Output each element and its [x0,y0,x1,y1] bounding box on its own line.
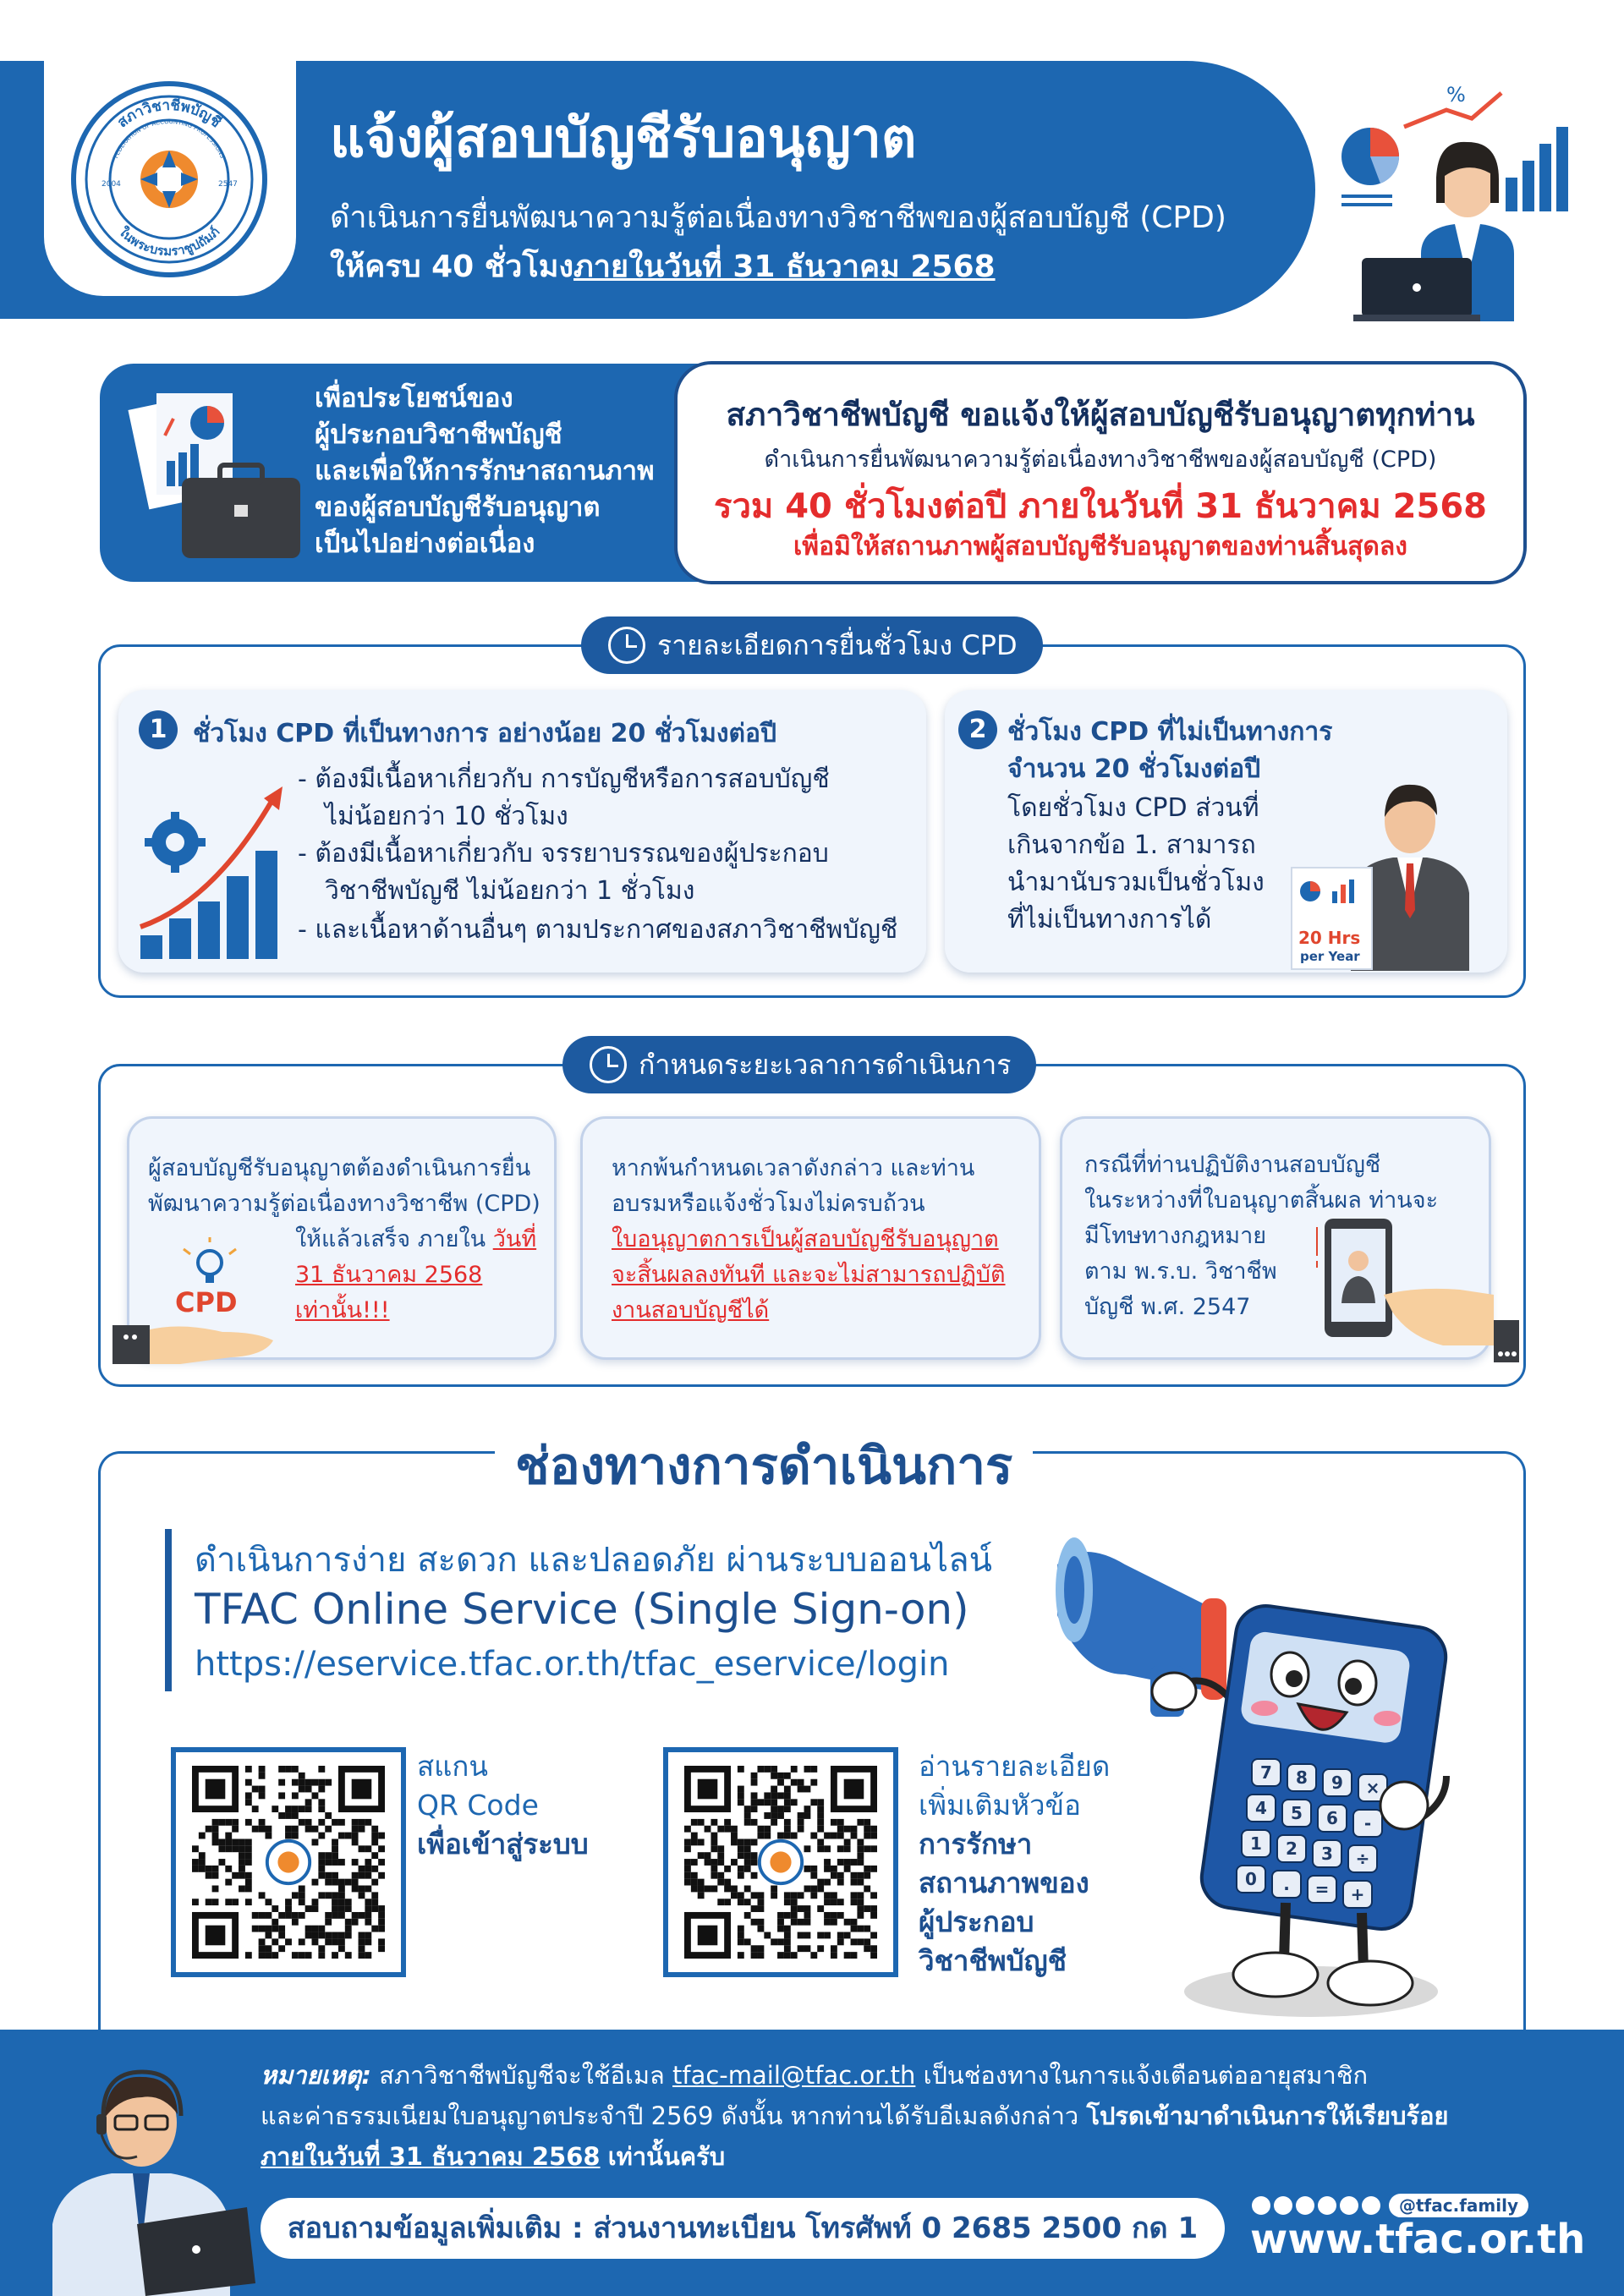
calculator-key-label: + [1350,1884,1365,1904]
timeline-card2-red-line: งานสอบบัญชีได้ [612,1297,770,1323]
timeline-card1-red: วันที่ [492,1226,537,1252]
logo-ring-text: FEDERATION OF ACCOUNTING PROFESSIONS [112,118,226,160]
logo-year-right: 2547 [218,180,238,189]
channel-line-1: ดำเนินการง่าย สะดวก และปลอดภัย ผ่านระบบออนไลน์ [195,1541,992,1580]
footer-note-label: หมายเหตุ: [261,2061,371,2090]
header-subtitle-2 [330,242,996,290]
cpd-informal-card [945,690,1507,973]
intro-left-line: เป็นไปอย่างต่อเนื่อง [315,529,535,559]
cpd-informal-body-line: นำมานับรวมเป็นชั่วโมง [1007,868,1265,897]
timeline-card2-text [612,1151,1006,1329]
channel-title: ช่องทางการดำเนินการ [495,1426,1033,1506]
cpd-hand-icon [112,1237,282,1364]
qr1-caption [417,1747,589,1864]
timeline-card1-line: พัฒนาความรู้ต่อเนื่องทางวิชาชีพ (CPD) [148,1191,540,1217]
footer-email-link[interactable]: tfac-mail@tfac.or.th [672,2061,916,2090]
calculator-key-label: 4 [1255,1798,1267,1818]
login-qr-code[interactable] [171,1747,406,1977]
cpd-formal-bullet: - ต้องมีเนื้อหาเกี่ยวกับ การบัญชีหรือการสอบบัญชี [298,764,830,794]
qr2-caption-line: เพิ่มเติมหัวข้อ [919,1789,1081,1822]
info-qr-code[interactable] [663,1747,898,1977]
svg-text:%: % [1446,83,1466,107]
cpd-informal-body-line: เกินจากข้อ 1. สามารถ [1007,830,1256,860]
calculator-megaphone-mascot [1049,1505,1489,2021]
cpd-details-pill [581,616,1043,674]
channel-service-name: TFAC Online Service (Single Sign-on) [195,1585,969,1634]
intro-left-line: และเพื่อให้การรักษาสถานภาพ [315,456,655,486]
badge-hrs: 20 Hrs [1298,928,1361,948]
cpd-formal-bullet: วิชาชีพบัญชี ไม่น้อยกว่า 1 ชั่วโมง [325,876,695,906]
card-number: 2 [958,710,997,749]
timeline-card1-prefix: ให้แล้วเสร็จ ภายใน [295,1226,486,1252]
cpd-formal-card [118,690,926,973]
timeline-label: กำหนดระยะเวลาการดำเนินการ [639,1049,1012,1081]
intro-notice-card [674,361,1527,584]
calculator-key-label: 2 [1286,1838,1298,1859]
tfac-logo [71,81,267,277]
intro-heading: สภาวิชาชีพบัญชี ขอแจ้งให้ผู้สอบบัญชีรับอนุญาตทุกท่าน [726,397,1475,433]
timeline-card3-line: ตาม พ.ร.บ. วิชาชีพ [1084,1258,1277,1285]
header-deadline: ภายในวันที่ 31 ธันวาคม 2568 [573,249,996,284]
calculator-key-label: 6 [1326,1808,1338,1828]
qr2-caption-line: ผู้ประกอบ [919,1905,1034,1938]
logo-year-left: 2004 [102,180,121,189]
header-hours: ให้ครบ 40 ชั่วโมง [330,249,574,284]
businessman-illustration [1283,749,1495,971]
timeline-card1-line: ผู้สอบบัญชีรับอนุญาตต้องดำเนินการยื่น [148,1155,531,1181]
cpd-formal-bullet: - และเนื้อหาด้านอื่นๆ ตามประกาศของสภาวิชาชีพบัญชี [298,915,898,945]
intro-left-line: เพื่อประโยชน์ของ [315,383,513,414]
timeline-card3-line: กรณีที่ท่านปฏิบัติงานสอบบัญชี [1084,1152,1381,1178]
channel-accent-bar [165,1529,172,1691]
footer-note [261,2055,1597,2177]
growth-chart-icon [137,775,289,961]
channel-login-link[interactable]: https://eservice.tfac.or.th/tfac_eservice/login [195,1645,950,1684]
calculator-key-label: 0 [1245,1869,1257,1889]
qr1-caption-line: สแกน [417,1750,488,1783]
page-title: แจ้งผู้สอบบัญชีรับอนุญาต [330,107,917,170]
intro-purpose-text [315,381,670,562]
calculator-key-label: . [1283,1874,1290,1894]
calculator-key-label: 8 [1296,1767,1308,1788]
footer-note-part1: สภาวิชาชีพบัญชีจะใช้อีเมล [379,2061,665,2090]
svg-text:สภาวิชาชีพบัญชี [114,96,225,132]
clock-icon [608,627,645,664]
calculator-key-label: 1 [1250,1833,1262,1854]
facebook-icon[interactable] [1252,2196,1270,2215]
intro-line-2: ดำเนินการยื่นพัฒนาความรู้ต่อเนื่องทางวิชาชีพของผู้สอบบัญชี (CPD) [764,447,1437,473]
qr-code-icon [189,1766,387,1959]
qr1-caption-line: เพื่อเข้าสู่ระบบ [417,1827,589,1860]
timeline-pill [562,1036,1036,1093]
qr1-caption-line: QR Code [417,1789,539,1822]
line-icon[interactable] [1274,2196,1292,2215]
cpd-informal-body [1007,790,1265,939]
timeline-card1-date: 31 ธันวาคม 2568 [295,1262,483,1288]
timeline-card-consequence [580,1116,1041,1360]
logo-top-text: สภาวิชาชีพบัญชี [114,96,224,132]
qr2-caption-line: อ่านรายละเอียด [919,1750,1111,1783]
timeline-card1-only: เท่านั้น!!! [295,1297,390,1323]
calculator-key-label: 9 [1331,1773,1343,1793]
card-number: 1 [139,710,178,749]
header-subtitle-1: ดำเนินการยื่นพัฒนาความรู้ต่อเนื่องทางวิชาชีพของผู้สอบบัญชี (CPD) [330,200,1226,235]
intro-line-3: รวม 40 ชั่วโมงต่อปี ภายในวันที่ 31 ธันวาคม 2568 [713,487,1488,526]
timeline-card1-tail [295,1222,536,1329]
cpd-informal-body-line: โดยชั่วโมง CPD ส่วนที่ [1007,793,1259,823]
footer-note-end: เท่านั้นครับ [607,2142,726,2171]
cpd-details-label: รายละเอียดการยื่นชั่วโมง CPD [657,629,1018,661]
qr2-caption-line: การรักษา [919,1827,1033,1860]
social-handle[interactable]: @tfac.family [1389,2194,1528,2217]
tiktok-icon[interactable] [1340,2196,1358,2215]
cpd-formal-bullet: - ต้องมีเนื้อหาเกี่ยวกับ จรรยาบรรณของผู้ประกอบ [298,839,829,869]
timeline-card3-line: ในระหว่างที่ใบอนุญาตสิ้นผล ท่านจะ [1084,1187,1439,1214]
cpd-informal-title-line: ชั่วโมง CPD ที่ไม่เป็นทางการ [1007,717,1333,747]
qr-code-icon [682,1766,880,1959]
timeline-card2-red-line: จะสิ้นผลลงทันที และจะไม่สามารถปฏิบัติ [612,1262,1006,1288]
intro-left-line: ของผู้สอบบัญชีรับอนุญาต [315,492,601,523]
contact-info: สอบถามข้อมูลเพิ่มเติม : ส่วนงานทะเบียน โทรศัพท์ 0 2685 2500 กด 1 [261,2198,1225,2259]
intro-line-4: เพื่อมิให้สถานภาพผู้สอบบัญชีรับอนุญาตของท่านสิ้นสุดลง [793,532,1407,562]
cpd-informal-body-line: ที่ไม่เป็นทางการได้ [1007,905,1212,934]
timeline-card2-line: หากพ้นกำหนดเวลาดังกล่าว และท่าน [612,1155,975,1181]
footer-note-bold: โปรดเข้ามาดำเนินการให้เรียบร้อย [1086,2101,1449,2130]
calculator-key-label: - [1363,1813,1372,1833]
timeline-card-deadline [127,1116,557,1360]
instagram-icon[interactable] [1318,2196,1336,2215]
clock-icon [590,1046,627,1083]
badge-per-year: per Year [1300,949,1360,964]
footer-note-part2: เป็นช่องทางในการแจ้งเตือนต่ออายุสมาชิก [923,2061,1369,2090]
qr2-caption-line: สถานภาพของ [919,1866,1089,1899]
calculator-key-label: = [1314,1879,1330,1899]
woman-laptop-illustration [1328,76,1599,330]
calculator-key-label: 3 [1321,1844,1333,1864]
website-link[interactable]: www.tfac.or.th [1250,2216,1586,2263]
timeline-card1-text [148,1151,540,1222]
timeline-card2-red-line: ใบอนุญาตการเป็นผู้สอบบัญชีรับอนุญาต [612,1226,999,1252]
footer-note-deadline: ภายในวันที่ 31 ธันวาคม 2568 [261,2142,601,2171]
footer-note-part3: และค่าธรรมเนียมใบอนุญาตประจำปี 2569 ดังนั้น หากท่านได้รับอีเมลดังกล่าว [261,2101,1079,2130]
calculator-key-label: ÷ [1355,1849,1370,1869]
timeline-card3-line: มีโทษทางกฎหมาย [1084,1223,1267,1249]
timeline-card3-line: บัญชี พ.ศ. 2547 [1084,1294,1251,1320]
linkedin-icon[interactable] [1362,2196,1380,2215]
cpd-informal-title-line: จำนวน 20 ชั่วโมงต่อปี [1007,754,1261,784]
phone-warning-icon [1316,1219,1519,1362]
support-agent-illustration [44,2055,264,2296]
timeline-card2-line: อบรมหรือแจ้งชั่วโมงไม่ครบถ้วน [612,1191,925,1217]
cpd-formal-title: ชั่วโมง CPD ที่เป็นทางการ อย่างน้อย 20 ชั่วโมงต่อปี [193,719,777,748]
calculator-key-label: 5 [1291,1803,1303,1823]
qr2-caption-line: วิชาชีพบัญชี [919,1944,1067,1977]
briefcase-report-illustration [123,385,309,562]
cpd-formal-bullet: ไม่น้อยกว่า 10 ชั่วโมง [325,802,568,831]
calculator-key-label: 7 [1260,1762,1272,1783]
calculator-key-label: × [1365,1778,1380,1798]
timeline-card-penalty [1060,1116,1491,1360]
cpd-icon-label: CPD [175,1286,238,1318]
youtube-icon[interactable] [1296,2196,1314,2215]
intro-left-line: ผู้ประกอบวิชาชีพบัญชี [315,419,562,450]
logo-bottom-text: ในพระบรมราชูปถัมภ์ [115,223,223,260]
